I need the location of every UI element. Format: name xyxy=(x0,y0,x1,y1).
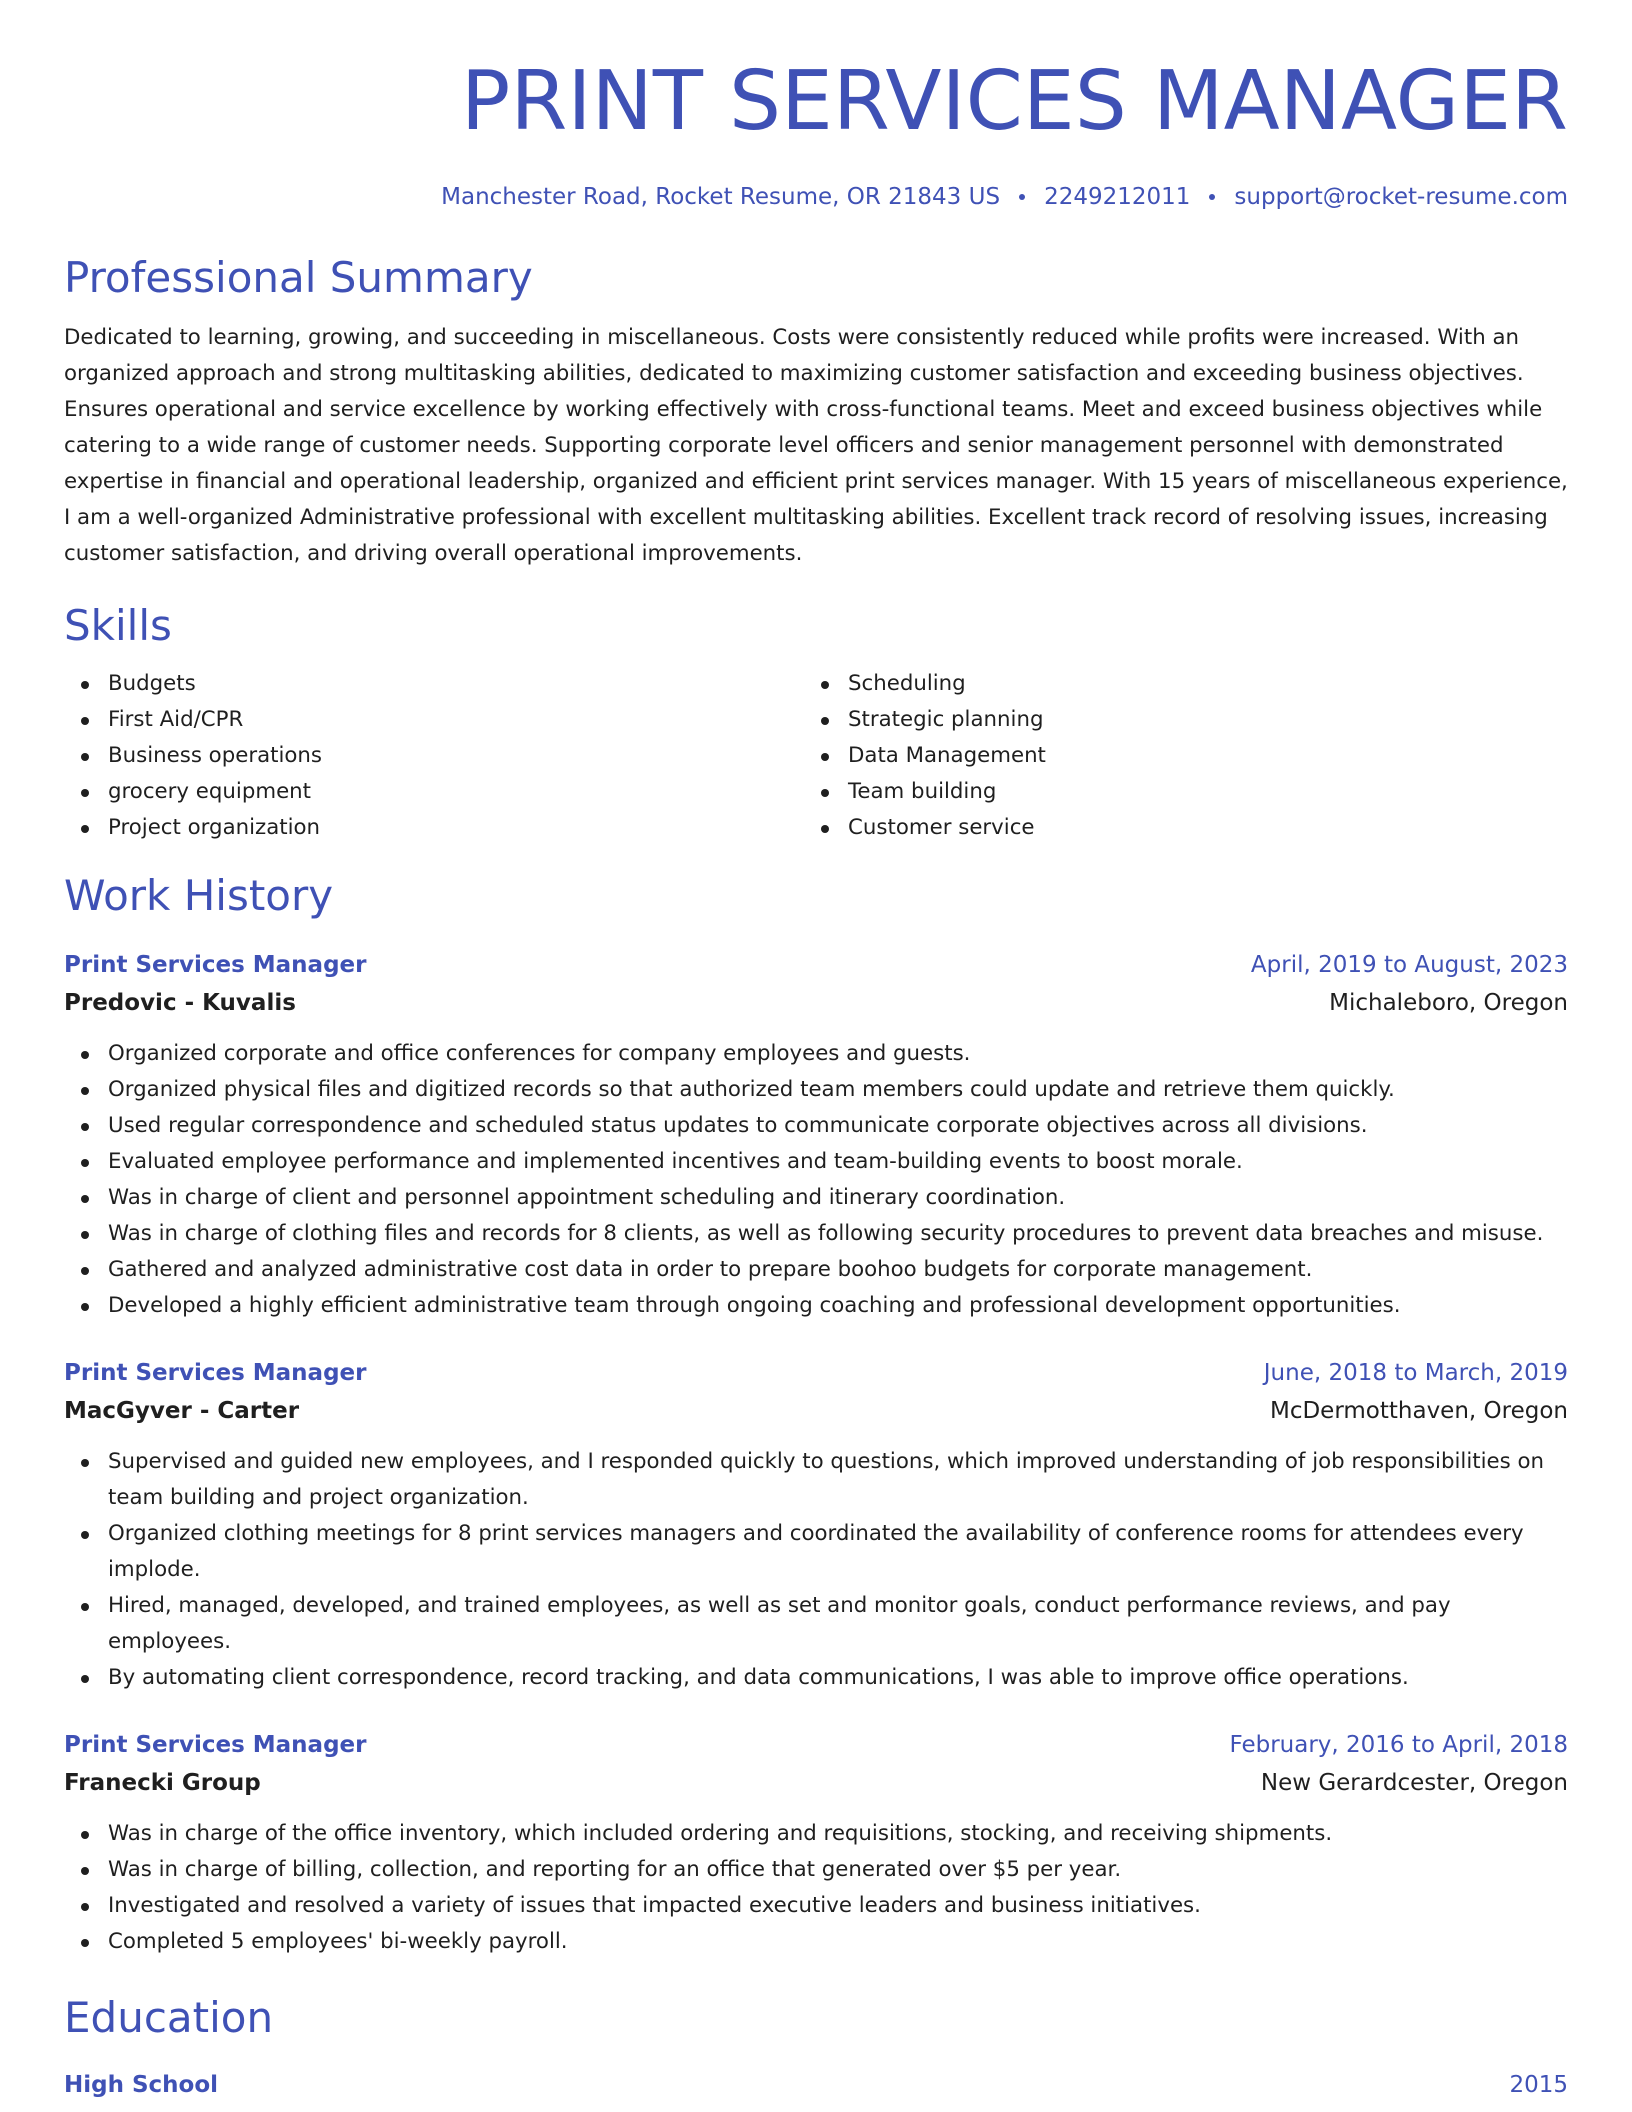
skill-item: Team building xyxy=(848,774,1544,810)
job-location: New Gerardcester, Oregon xyxy=(1260,1770,1568,1796)
contact-address: Manchester Road, Rocket Resume, OR 21843 US xyxy=(441,184,1001,210)
job-title: Print Services Manager xyxy=(64,952,367,978)
job-company: Franecki Group xyxy=(64,1770,261,1796)
job-bullet: Was in charge of client and personnel appointment scheduling and itinerary coordination. xyxy=(108,1180,1568,1216)
skills-heading: Skills xyxy=(64,601,172,650)
job-company: MacGyver - Carter xyxy=(64,1398,300,1424)
job-dates: February, 2016 to April, 2018 xyxy=(1229,1732,1568,1758)
education-entry xyxy=(64,2066,1568,2104)
job-location: Michaleboro, Oregon xyxy=(1329,990,1568,1016)
job-location: McDermotthaven, Oregon xyxy=(1269,1398,1568,1424)
job-bullet: Was in charge of billing, collection, and reporting for an office that generated over $5 per year. xyxy=(108,1852,1568,1888)
contact-phone: 2249212011 xyxy=(1044,184,1191,210)
job-bullet: Investigated and resolved a variety of issues that impacted executive leaders and business initiatives. xyxy=(108,1888,1568,1924)
job-dates: June, 2018 to March, 2019 xyxy=(1263,1360,1568,1386)
job-bullet: By automating client correspondence, record tracking, and data communications, I was able to improve office operations. xyxy=(108,1660,1568,1696)
job-header-row xyxy=(64,1726,1568,1764)
education-degree: High School xyxy=(64,2072,219,2098)
job-entry xyxy=(64,946,1568,1324)
skill-item: Business operations xyxy=(108,738,804,774)
job-bullets xyxy=(64,1444,1568,1696)
contact-line xyxy=(64,184,1568,210)
job-header-row xyxy=(64,946,1568,984)
skill-item: Strategic planning xyxy=(848,702,1544,738)
job-bullet: Used regular correspondence and scheduled status updates to communicate corporate objectives across all divisions. xyxy=(108,1108,1568,1144)
job-bullet: Developed a highly efficient administrative team through ongoing coaching and professional development opportunities. xyxy=(108,1288,1568,1324)
job-bullet: Organized corporate and office conferences for company employees and guests. xyxy=(108,1036,1568,1072)
separator-dot xyxy=(1209,194,1215,200)
job-entry xyxy=(64,1354,1568,1696)
skill-item: Budgets xyxy=(108,666,804,702)
job-bullets xyxy=(64,1036,1568,1324)
job-bullet: Gathered and analyzed administrative cost data in order to prepare boohoo budgets for corporate management. xyxy=(108,1252,1568,1288)
job-bullet: Completed 5 employees' bi-weekly payroll. xyxy=(108,1924,1568,1960)
skill-item: First Aid/CPR xyxy=(108,702,804,738)
skill-item: Scheduling xyxy=(848,666,1544,702)
job-bullet: Hired, managed, developed, and trained employees, as well as set and monitor goals, conduct performance reviews, and pay employees. xyxy=(108,1588,1568,1660)
job-bullet: Was in charge of the office inventory, which included ordering and requisitions, stocking, and receiving shipments. xyxy=(108,1816,1568,1852)
summary-text: Dedicated to learning, growing, and succeeding in miscellaneous. Costs were consistently reduced while profits were increased. With an organized approach and strong multitasking abilities, dedicated to maximizing customer satisfaction and exceeding business objectives. Ensures operational and service excellence by working effectively with cross-functional teams. Meet and exceed business objectives while catering to a wide range of customer needs. Supporting corporate level officers and senior management personnel with demonstrated expertise in financial and operational leadership, organized and efficient print services manager. With 15 years of miscellaneous experience, I am a well-organized Administrative professional with excellent multitasking abilities. Excellent track record of resolving issues, increasing customer satisfaction, and driving overall operational improvements. xyxy=(64,325,1568,566)
job-header-row xyxy=(64,1354,1568,1392)
education-year: 2015 xyxy=(1509,2072,1568,2098)
summary-heading: Professional Summary xyxy=(64,253,533,302)
skill-item: Project organization xyxy=(108,810,804,846)
skill-item: Data Management xyxy=(848,738,1544,774)
contact-email[interactable]: support@rocket-resume.com xyxy=(1234,184,1568,210)
education-heading: Education xyxy=(64,1993,274,2042)
job-dates: April, 2019 to August, 2023 xyxy=(1250,952,1568,978)
work-history-heading: Work History xyxy=(64,871,334,920)
job-bullet: Was in charge of clothing files and records for 8 clients, as well as following security procedures to prevent data breaches and misuse. xyxy=(108,1216,1568,1252)
job-bullet: Organized clothing meetings for 8 print services managers and coordinated the availability of conference rooms for attendees every implode. xyxy=(108,1516,1568,1588)
separator-dot xyxy=(1019,194,1025,200)
skills-list xyxy=(64,666,1568,846)
job-entry xyxy=(64,1726,1568,1960)
resume-name: PRINT SERVICES MANAGER xyxy=(460,54,1568,149)
job-company-row xyxy=(64,984,1568,1022)
skill-item: Customer service xyxy=(848,810,1544,846)
skill-item: grocery equipment xyxy=(108,774,804,810)
job-bullets xyxy=(64,1816,1568,1960)
skills-column-left xyxy=(64,666,804,846)
job-title: Print Services Manager xyxy=(64,1360,367,1386)
job-company-row xyxy=(64,1764,1568,1802)
job-bullet: Supervised and guided new employees, and I responded quickly to questions, which improved understanding of job responsibilities on team building and project organization. xyxy=(108,1444,1568,1516)
job-bullet: Organized physical files and digitized records so that authorized team members could update and retrieve them quickly. xyxy=(108,1072,1568,1108)
job-title: Print Services Manager xyxy=(64,1732,367,1758)
job-company: Predovic - Kuvalis xyxy=(64,990,296,1016)
job-bullet: Evaluated employee performance and implemented incentives and team-building events to boost morale. xyxy=(108,1144,1568,1180)
job-company-row xyxy=(64,1392,1568,1430)
skills-column-right xyxy=(804,666,1544,846)
